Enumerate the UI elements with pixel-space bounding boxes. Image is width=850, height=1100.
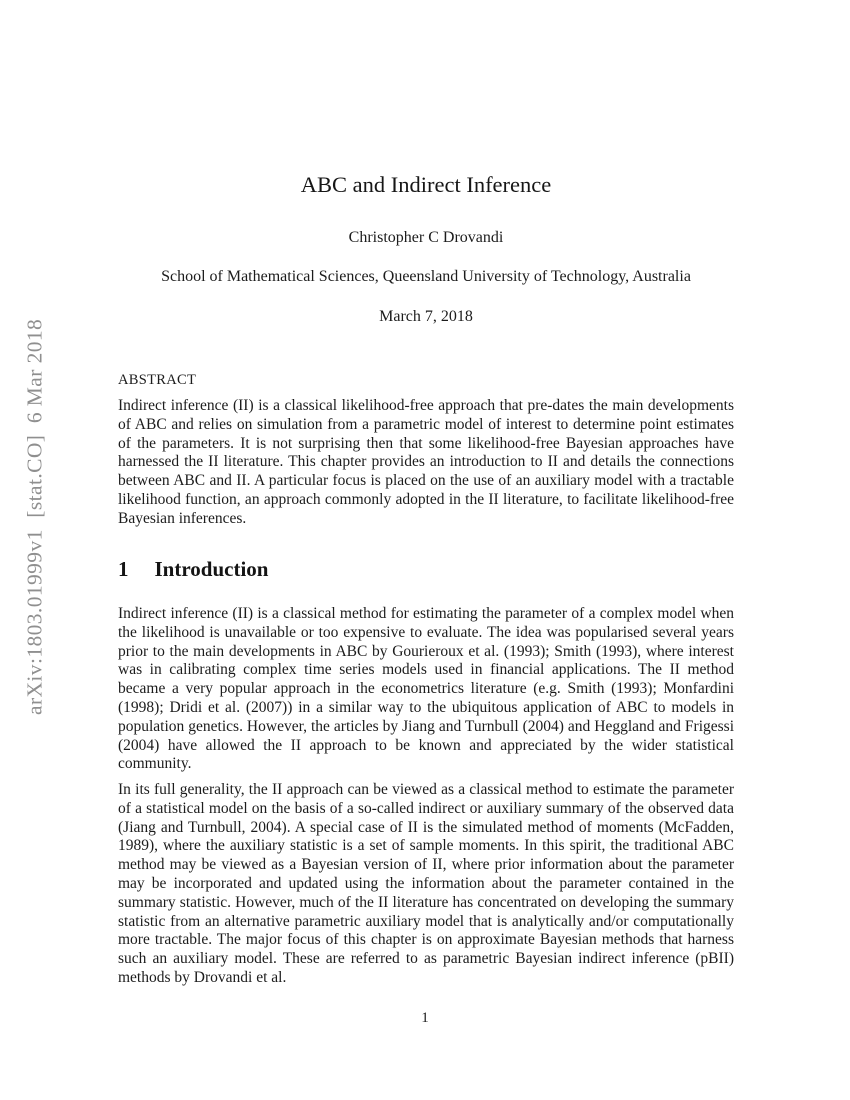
paragraph: Indirect inference (II) is a classical method for estimating the parameter of a complex model when the likelihood is unavailable or too expensive to evaluate. The idea was popularised several years prior to the main developments in ABC by Gourieroux et al. (1993); Smith (1993), where interest was in calibrating complex time series models used in financial applications. The II method became a very popular approach in the econometrics literature (e.g. Smith (1993); Monfardini (1998); Dridi et al. (2007)) in a similar way to the ubiquitous application of ABC to models in population genetics. However, the articles by Jiang and Turnbull (2004) and Heggland and Frigessi (2004) have allowed the II approach to be known and appreciated by the wider statistical community. (118, 605, 734, 773)
date: March 7, 2018 (379, 308, 473, 325)
section-number: 1 (118, 557, 129, 581)
section-heading (118, 557, 268, 582)
paragraph: In its full generality, the II approach can be viewed as a classical method to estimate the parameter of a statistical model on the basis of a so-called indirect or auxiliary summary of the observed data (Jiang and Turnbull, 2004). A special case of II is the simulated method of moments (McFadden, 1989), where the auxiliary statistic is a set of sample moments. In this spirit, the traditional ABC method may be viewed as a Bayesian version of II, where prior information about the parameter may be incorporated and updated using the information about the parameter contained in the summary statistic. However, much of the II literature has concentrated on developing the summary statistic from an alternative parametric auxiliary model that is analytically and/or computationally more tractable. The major focus of this chapter is on approximate Bayesian methods that harness such an auxiliary model. These are referred to as parametric Bayesian indirect inference (pBII) methods by Drovandi et al. (118, 781, 734, 986)
paper-title: ABC and Indirect Inference (300, 172, 552, 197)
arxiv-watermark: arXiv:1803.01999v1 [stat.CO] 6 Mar 2018 (22, 318, 47, 716)
abstract-label: ABSTRACT (118, 372, 197, 388)
page-number: 1 (421, 1010, 429, 1026)
author: Christopher C Drovandi (348, 229, 504, 246)
section-title: Introduction (154, 557, 269, 581)
abstract-text: Indirect inference (II) is a classical likelihood-free approach that pre-dates the main developments of ABC and relies on simulation from a parametric model of interest to determine point estimates of the parameters. It is not surprising then that some likelihood-free Bayesian approaches have harnessed the II literature. This chapter provides an introduction to II and details the connections between ABC and II. A particular focus is placed on the use of an auxiliary model with a tractable likelihood function, an approach commonly adopted in the II literature, to facilitate likelihood-free Bayesian inferences. (118, 397, 734, 527)
affiliation: School of Mathematical Sciences, Queensland University of Technology, Australia (161, 268, 691, 285)
